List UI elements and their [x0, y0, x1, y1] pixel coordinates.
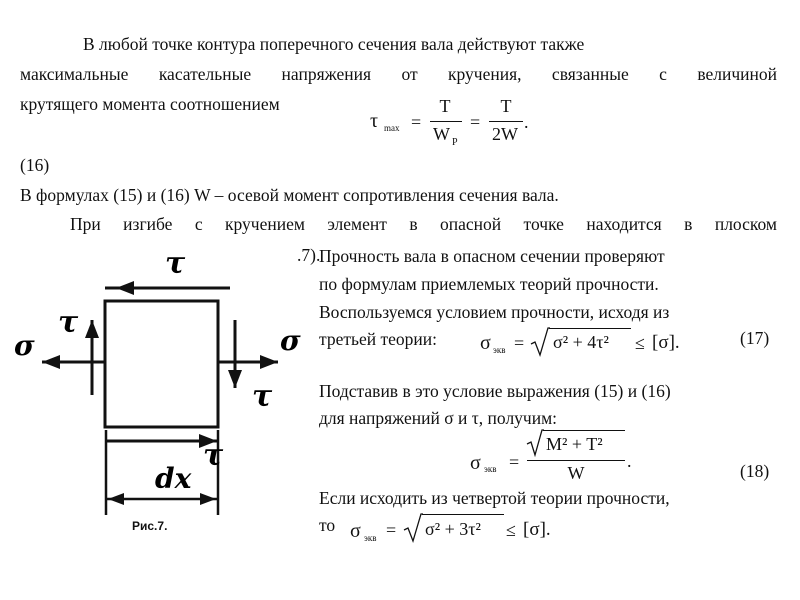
f18-sub: экв [484, 464, 497, 474]
sigma-right-head [260, 355, 278, 369]
f4-le: ≤ [506, 520, 516, 540]
formula-16-num1: T [439, 96, 451, 116]
formula-16-eq1: = [411, 112, 422, 132]
tau-right-head [228, 370, 242, 388]
label-sigma-left: σ [14, 329, 35, 362]
f4-radicand: σ² + 3τ² [425, 519, 481, 539]
tau-left-head [85, 320, 99, 338]
f18-den: W [567, 463, 585, 483]
formula-16-dot: . [524, 112, 529, 132]
f18-dot: . [627, 451, 632, 471]
rc-p1-line-2: по формулам приемлемых теорий прочности. [319, 274, 659, 294]
tau-top-head [116, 281, 134, 295]
formula-16-den1: W [433, 124, 450, 144]
dim-dx-head-right [200, 493, 216, 505]
f17-eq: = [514, 333, 525, 353]
para-w: В формулах (15) и (16) W – осевой момент сопротивления сечения вала. [20, 185, 559, 205]
f4-radical-bar [422, 514, 504, 515]
f4-sub: экв [364, 533, 377, 543]
f17-sigma: σ [480, 332, 491, 354]
formula-16-bar1 [430, 121, 462, 122]
formula-16-eq2: = [470, 112, 481, 132]
f4-sigma: σ [350, 520, 361, 542]
element-square [105, 301, 218, 427]
formula-16-bar2 [489, 121, 523, 122]
rc-p2-line-1: Подставив в это условие выражения (15) и (16) [319, 381, 671, 401]
intro-line-1: В любой точке контура поперечного сечения вала действуют также [83, 34, 585, 54]
f4-eq: = [386, 520, 397, 540]
f18-num: M² + T² [546, 434, 603, 454]
f17-rhs: [σ]. [652, 332, 680, 353]
rc-p3-line-1: Если исходить из четвертой теории прочности, [319, 488, 670, 508]
formula-16-number: (16) [20, 155, 50, 175]
f17-radicand: σ² + 4τ² [553, 332, 609, 352]
f18-sigma: σ [470, 452, 481, 474]
f17-number: (17) [740, 328, 770, 348]
f18-frac-bar [527, 460, 625, 461]
overlap-tail: .7). [297, 245, 321, 265]
rc-p1-line-1: Прочность вала в опасном сечении проверяют [319, 246, 665, 266]
figure-element-stress [0, 240, 330, 550]
rc-p2-line-2: для напряжений σ и τ, получим: [319, 408, 558, 428]
label-dx: dx [155, 462, 192, 495]
label-tau-right: τ [252, 379, 273, 414]
label-tau-top: τ [165, 246, 186, 281]
f17-sub: экв [493, 345, 506, 355]
f17-le: ≤ [635, 333, 645, 353]
intro-line-3: крутящего момента соотношением [20, 94, 280, 114]
f18-radical [526, 428, 544, 458]
f17-radical-bar [549, 328, 631, 329]
figure-caption: Рис.7. [132, 519, 168, 533]
f4-radical [403, 512, 423, 544]
f18-number: (18) [740, 461, 770, 481]
f4-rhs: [σ]. [523, 519, 551, 540]
f18-radical-bar [543, 430, 625, 431]
formula-16-tau-sub: max [384, 123, 400, 133]
rc-p3-line-2: то [319, 515, 336, 535]
formula-16-num2: T [500, 96, 512, 116]
formula-16-tau: τ [370, 110, 379, 132]
f18-eq: = [509, 452, 520, 472]
formula-16-den1-sub: P [452, 137, 458, 148]
label-tau-left: τ [58, 305, 79, 340]
dim-dx-head-left [108, 493, 124, 505]
f17-radical [530, 326, 550, 358]
intro-line-2: максимальные касательные напряжения от кручения, связанные с величиной [20, 64, 777, 84]
rc-p1-line-3: Воспользуемся условием прочности, исходя из [319, 302, 670, 322]
formula-16-den2: 2W [492, 124, 518, 144]
sigma-left-head [42, 355, 60, 369]
rc-p1-line-4: третьей теории: [319, 329, 438, 349]
label-tau-bottom: τ [203, 438, 224, 473]
label-sigma-right: σ [280, 324, 301, 357]
para-bend: При изгибе с кручением элемент в опасной точке находится в плоском [70, 214, 777, 234]
